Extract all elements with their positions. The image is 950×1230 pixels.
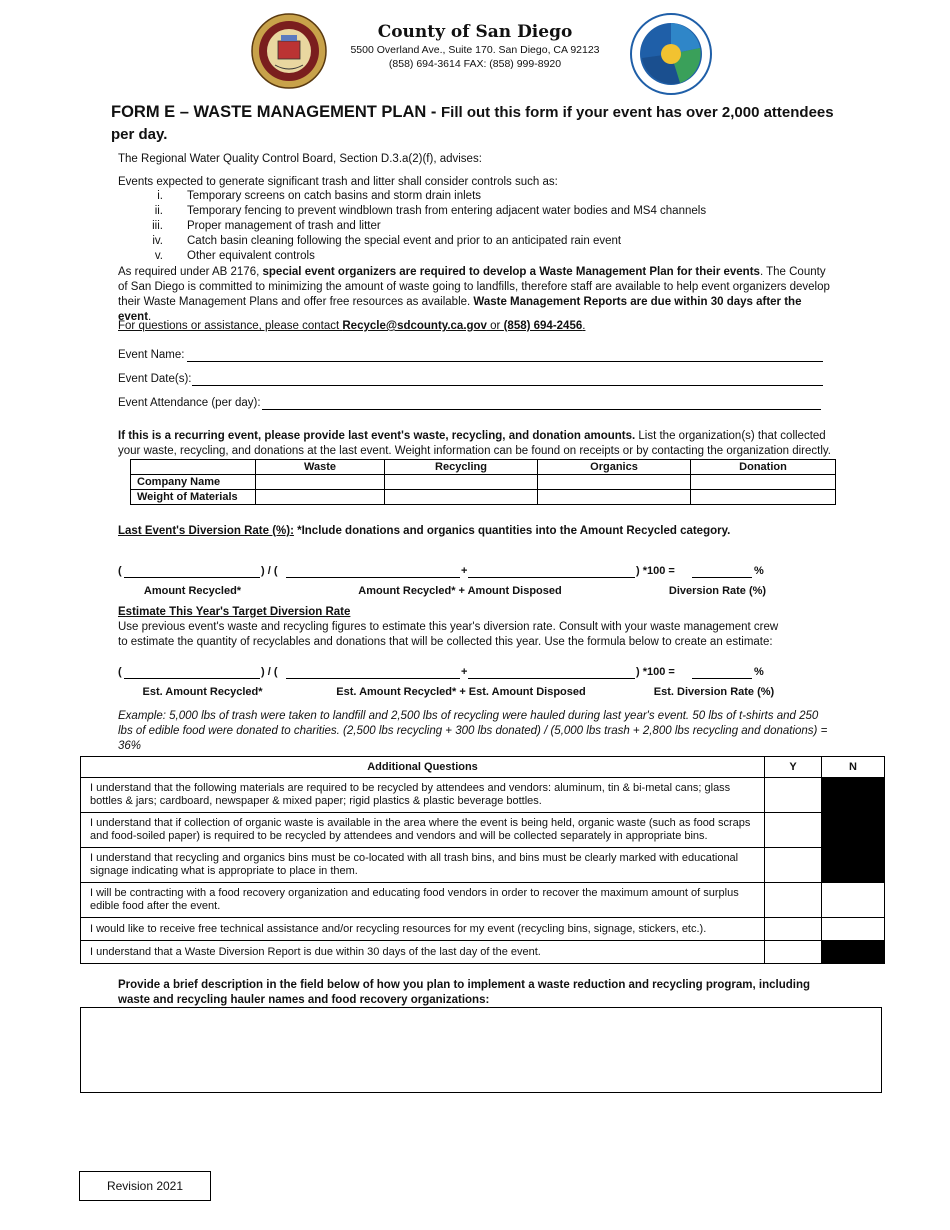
environmental-health-logo — [630, 13, 712, 95]
recurring-rest: List the organization(s) that collected your waste, recycling, and donations at the last event. Weight information can be found on receipts or by contacting the organization directly. — [118, 430, 831, 457]
amount-recycled-field[interactable] — [124, 577, 260, 578]
formula-open: ( — [118, 666, 122, 678]
control-num: v. — [154, 250, 163, 262]
diversion-rate-field[interactable] — [692, 577, 752, 578]
control-num: iii. — [152, 220, 163, 232]
yes-checkbox[interactable] — [765, 918, 822, 941]
table-row — [81, 778, 885, 813]
contact-end: . — [582, 320, 586, 332]
diversion-note: *Include donations and organics quantities into the Amount Recycled category. — [293, 525, 731, 537]
table-row — [131, 490, 836, 505]
contact-email-link[interactable]: Recycle@sdcounty.ca.gov — [342, 320, 487, 332]
diversion-heading — [118, 524, 833, 539]
county-phone-fax: (858) 694-3614 FAX: (858) 999-8920 — [388, 58, 562, 70]
revision-label: Revision 2021 — [79, 1171, 211, 1201]
weight-waste-cell[interactable] — [256, 490, 385, 505]
formula-plus: + — [461, 565, 468, 577]
example-text: Example: 5,000 lbs of trash were taken to landfill and 2,500 lbs of recycling were hauled during last year's event. 50 lbs of t-shirts and 250 lbs of edible food were donated to charities. (2,500 lbs recycling + 300 lbs donated) / (5,000 lbs trash + 2,800 lbs recycling and donations) = 36% — [118, 710, 828, 752]
yes-column-header: Y — [765, 757, 822, 778]
row-label-company: Company Name — [131, 475, 256, 490]
additional-questions-table — [80, 756, 885, 964]
contact-line — [118, 319, 833, 334]
no-checkbox[interactable] — [822, 918, 885, 941]
control-text: Temporary fencing to prevent windblown trash from entering adjacent water bodies and MS4 channels — [187, 205, 707, 217]
table-row — [131, 475, 836, 490]
form-title — [111, 101, 841, 146]
table-row — [81, 883, 885, 918]
formula-open: ( — [118, 565, 122, 577]
question-text: I understand that if collection of organic waste is available in the area where the event is being held, organic waste (such as food scraps and food-soiled paper) is required to be recycled by attendees and vendors and will be collected separately in appropriate bins. — [81, 813, 765, 848]
event-attendance-label: Event Attendance (per day): — [118, 397, 261, 409]
control-text: Temporary screens on catch basins and storm drain inlets — [187, 190, 482, 202]
ab-prefix: As required under AB 2176, — [118, 266, 263, 278]
control-item — [118, 250, 818, 262]
yes-checkbox[interactable] — [765, 813, 822, 848]
est-diversion-rate-field[interactable] — [692, 678, 752, 679]
row-label-weight: Weight of Materials — [131, 490, 256, 505]
control-item — [118, 205, 818, 217]
ab-rest: . The County of San Diego is committed to minimizing the amount of waste going to landfills, therefore staff are available to help event organizers develop their Waste Management Plans and offer free resources as available. — [118, 266, 830, 308]
yes-checkbox[interactable] — [765, 848, 822, 883]
county-address: 5500 Overland Ave., Suite 170. San Diego, CA 92123 — [350, 44, 600, 56]
questions-header-row — [81, 757, 885, 778]
control-text: Catch basin cleaning following the special event and prior to an anticipated rain event — [187, 235, 622, 247]
company-recycling-cell[interactable] — [385, 475, 538, 490]
yes-checkbox[interactable] — [765, 883, 822, 918]
caption-recycled-plus-disposed: Amount Recycled* + Amount Disposed — [358, 585, 562, 597]
company-organics-cell[interactable] — [538, 475, 691, 490]
control-text: Other equivalent controls — [187, 250, 315, 262]
events-expected-text: Events expected to generate significant trash and litter shall consider controls such as: — [118, 176, 558, 188]
ab-bold: special event organizers are required to develop a Waste Management Plan for their events — [262, 266, 760, 278]
formula-percent: % — [754, 666, 764, 678]
est-amount-disposed-field[interactable] — [468, 678, 635, 679]
table-row — [81, 848, 885, 883]
event-dates-label: Event Date(s): — [118, 373, 192, 385]
yes-checkbox[interactable] — [765, 778, 822, 813]
formula-plus: + — [461, 666, 468, 678]
no-cell-blacked — [822, 813, 885, 848]
event-name-field[interactable] — [187, 361, 823, 362]
est-denominator-recycled-field[interactable] — [286, 678, 460, 679]
ab2176-paragraph — [118, 265, 833, 325]
caption-diversion-rate: Diversion Rate (%) — [668, 585, 767, 597]
materials-col-blank — [131, 460, 256, 475]
yes-checkbox[interactable] — [765, 941, 822, 964]
county-seal-logo — [251, 13, 327, 89]
question-text: I understand that recycling and organics bins must be co-located with all trash bins, and bins must be clearly marked with educational signage indicating what is appropriate to place in them. — [81, 848, 765, 883]
event-attendance-field[interactable] — [262, 409, 821, 410]
advises-text: The Regional Water Quality Control Board, Section D.3.a(2)(f), advises: — [118, 153, 482, 165]
formula-times: ) *100 = — [636, 565, 675, 577]
formula-divide: ) / ( — [261, 565, 278, 577]
ab-end: . — [148, 311, 152, 323]
form-title-main: FORM E – WASTE MANAGEMENT PLAN - — [111, 103, 441, 121]
materials-header-row — [131, 460, 836, 475]
form-title-sub: Fill out this form if your event has over 2,000 attendees — [441, 104, 834, 121]
amount-disposed-field[interactable] — [468, 577, 635, 578]
est-amount-recycled-field[interactable] — [124, 678, 260, 679]
materials-table — [130, 459, 836, 505]
table-row — [81, 941, 885, 964]
contact-prefix: For questions or assistance, please contact — [118, 320, 343, 332]
caption-est-amount-recycled: Est. Amount Recycled* — [142, 686, 263, 698]
no-cell-blacked — [822, 848, 885, 883]
no-cell-blacked — [822, 778, 885, 813]
no-column-header: N — [822, 757, 885, 778]
caption-est-diversion-rate: Est. Diversion Rate (%) — [653, 686, 775, 698]
no-checkbox[interactable] — [822, 883, 885, 918]
control-num: ii. — [154, 205, 163, 217]
question-text: I would like to receive free technical assistance and/or recycling resources for my event (recycling bins, signage, stickers, etc.). — [81, 918, 765, 941]
questions-header: Additional Questions — [81, 757, 765, 778]
control-item — [118, 190, 818, 202]
recurring-bold: If this is a recurring event, please provide last event's waste, recycling, and donation amounts. — [118, 430, 636, 442]
question-text: I understand that the following materials are required to be recycled by attendees and vendors: aluminum, tin & bi-metal cans; glass bottles & jars; cardboard, newspaper & mixed paper; rigid plastics & plastic beverage bottles. — [81, 778, 765, 813]
weight-donation-cell[interactable] — [691, 490, 836, 505]
table-row — [81, 813, 885, 848]
description-textarea[interactable] — [80, 1007, 882, 1093]
formula-divide: ) / ( — [261, 666, 278, 678]
control-text: Proper management of trash and litter — [187, 220, 381, 232]
contact-or: or — [486, 320, 504, 332]
caption-amount-recycled: Amount Recycled* — [143, 585, 242, 597]
weight-organics-cell[interactable] — [538, 490, 691, 505]
materials-col-organics: Organics — [538, 460, 691, 475]
weight-recycling-cell[interactable] — [385, 490, 538, 505]
ab-bold2: Waste Management Reports are due within 30 days after the event — [118, 296, 802, 323]
county-name: County of San Diego — [377, 22, 573, 42]
control-item — [118, 235, 818, 247]
formula-times: ) *100 = — [636, 666, 675, 678]
contact-phone[interactable]: (858) 694-2456 — [503, 320, 583, 332]
caption-est-recycled-plus-disposed: Est. Amount Recycled* + Est. Amount Disposed — [336, 686, 586, 698]
estimate-text: Use previous event's waste and recycling figures to estimate this year's diversion rate. Consult with your waste management crew to estimate the quantity of recyclables and donations that will be collected this year. Use the formula below to create an estimate: — [118, 621, 779, 648]
event-dates-field[interactable] — [192, 385, 823, 386]
control-num: iv. — [152, 235, 163, 247]
diversion-label: Last Event's Diversion Rate (%): — [118, 525, 294, 537]
no-cell-blacked — [822, 941, 885, 964]
materials-col-waste: Waste — [256, 460, 385, 475]
estimate-heading: Estimate This Year's Target Diversion Rate — [118, 606, 351, 618]
event-name-label: Event Name: — [118, 349, 185, 361]
control-item — [118, 220, 818, 232]
question-text: I understand that a Waste Diversion Report is due within 30 days of the last day of the event. — [81, 941, 765, 964]
question-text: I will be contracting with a food recovery organization and educating food vendors in order to recover the maximum amount of surplus edible food after the event. — [81, 883, 765, 918]
recurring-instructions — [118, 429, 838, 459]
formula-percent: % — [754, 565, 764, 577]
control-num: i. — [157, 190, 163, 202]
denominator-recycled-field[interactable] — [286, 577, 460, 578]
company-donation-cell[interactable] — [691, 475, 836, 490]
company-waste-cell[interactable] — [256, 475, 385, 490]
table-row — [81, 918, 885, 941]
materials-col-recycling: Recycling — [385, 460, 538, 475]
form-title-line2: per day. — [111, 126, 168, 143]
materials-col-donation: Donation — [691, 460, 836, 475]
description-prompt: Provide a brief description in the field below of how you plan to implement a waste reduction and recycling program, including waste and recycling hauler names and food recovery organizations: — [118, 979, 811, 1006]
